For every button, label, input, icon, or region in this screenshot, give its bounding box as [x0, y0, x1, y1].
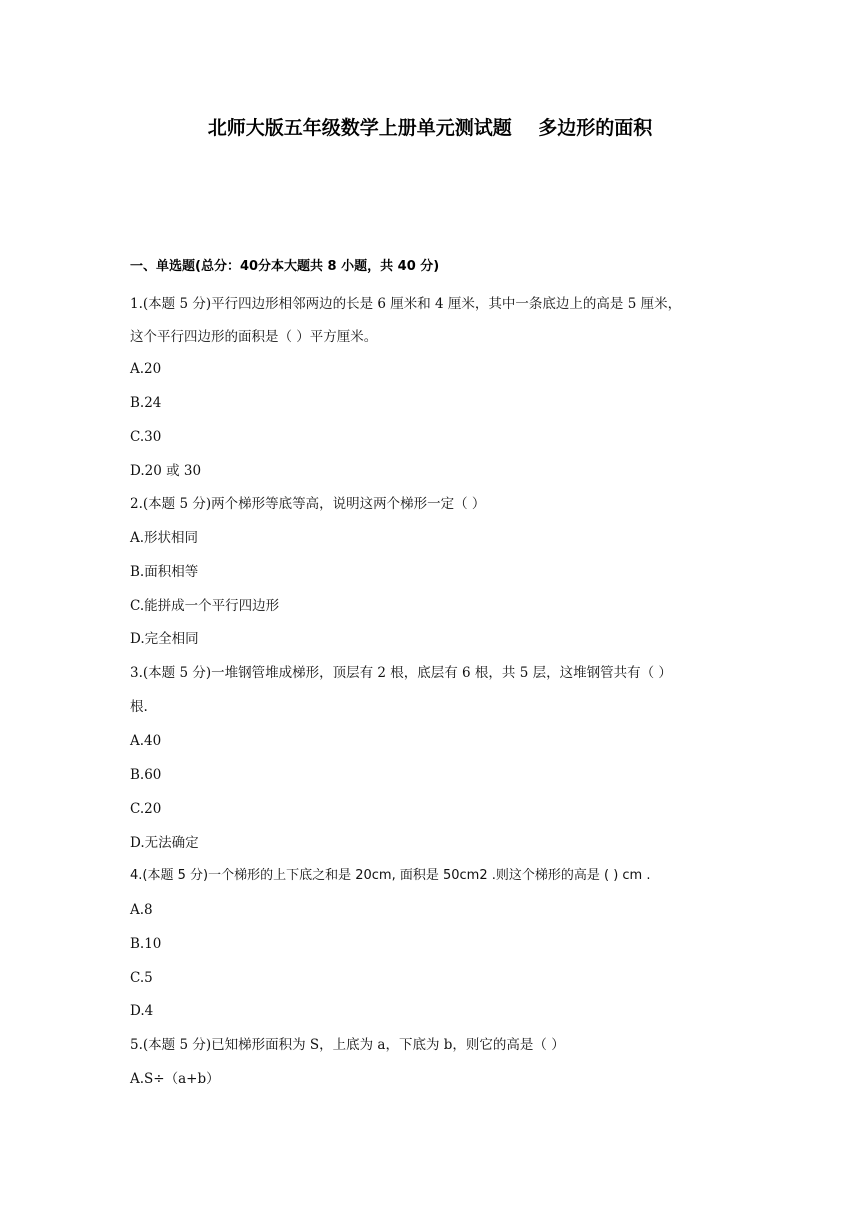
question-2-option-d: D.完全相同 — [130, 631, 199, 647]
question-4-stem-line-1: 4.(本题 5 分)一个梯形的上下底之和是 20cm, 面积是 50cm2 .则这个梯形的高是 ( ) cm . — [130, 868, 651, 883]
question-1-option-d: D.20 或 30 — [130, 463, 202, 479]
question-4-option-d: D.4 — [130, 1003, 154, 1019]
document-title: 北师大版五年级数学上册单元测试题 多边形的面积 — [207, 117, 653, 139]
question-5-stem-line-1: 5.(本题 5 分)已知梯形面积为 S，上底为 a，下底为 b，则它的高是（ ） — [130, 1037, 565, 1053]
question-4-option-a: A.8 — [130, 902, 153, 918]
question-2-option-c: C.能拼成一个平行四边形 — [130, 598, 280, 614]
question-3-option-b: B.60 — [130, 767, 162, 783]
question-3-stem-line-2: 根. — [130, 699, 148, 715]
question-3-option-d: D.无法确定 — [130, 835, 199, 851]
question-2-option-b: B.面积相等 — [130, 564, 199, 580]
question-3-option-a: A.40 — [130, 733, 162, 749]
question-1-stem-line-1: 1.(本题 5 分)平行四边形相邻两边的长是 6 厘米和 4 厘米，其中一条底边上的高是 5 厘米， — [130, 296, 682, 312]
question-2-stem-line-1: 2.(本题 5 分)两个梯形等底等高，说明这两个梯形一定（ ） — [130, 496, 486, 512]
question-4-option-b: B.10 — [130, 936, 162, 952]
question-3-stem-line-1: 3.(本题 5 分)一堆钢管堆成梯形，顶层有 2 根，底层有 6 根，共 5 层，这堆钢管共有（ ） — [130, 665, 672, 681]
question-1-option-a: A.20 — [130, 361, 162, 377]
section-heading: 一、单选题(总分：40分本大题共 8 小题，共 40 分) — [130, 259, 440, 274]
question-1-option-c: C.30 — [130, 429, 162, 445]
question-3-option-c: C.20 — [130, 801, 162, 817]
question-1-stem-line-2: 这个平行四边形的面积是（ ）平方厘米。 — [130, 329, 378, 345]
question-2-option-a: A.形状相同 — [130, 530, 199, 546]
question-4-option-c: C.5 — [130, 970, 153, 986]
question-1-option-b: B.24 — [130, 395, 162, 411]
question-5-option-a: A.S÷（a+b） — [130, 1071, 220, 1087]
